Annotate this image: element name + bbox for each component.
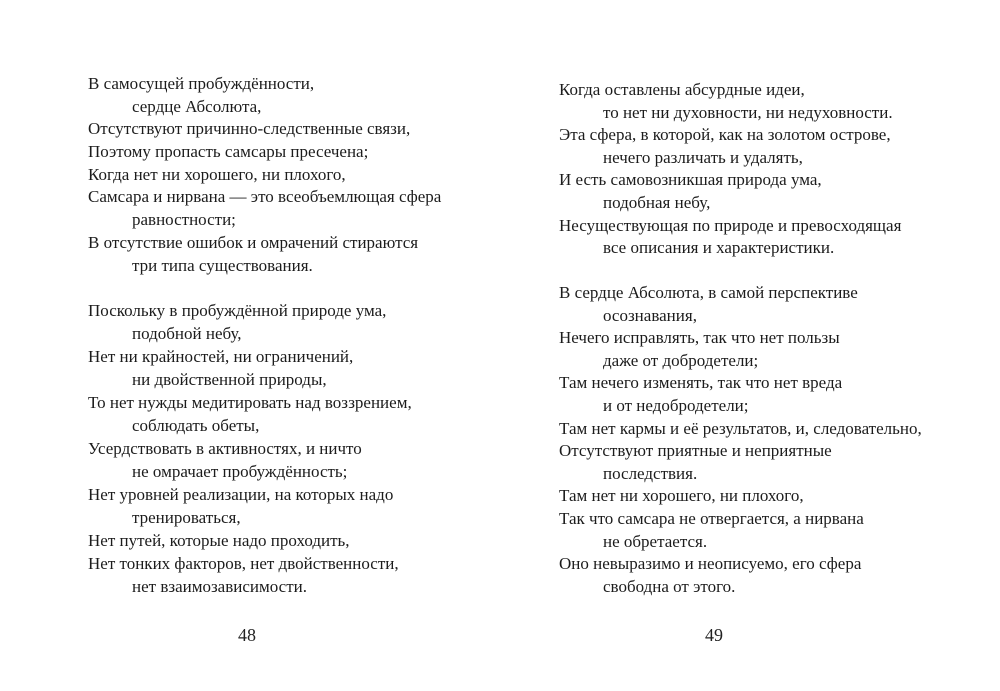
verse-line: Несуществующая по природе и превосходящая xyxy=(559,215,902,235)
stanza xyxy=(88,73,441,277)
verse-line: В самосущей пробуждённости, xyxy=(88,74,315,93)
verse-line: И есть самовозникшая природа ума, xyxy=(559,170,822,190)
verse-line: Когда оставлены абсурдные идеи, xyxy=(559,80,805,99)
verse-line: и от недобродетели; xyxy=(603,395,749,415)
verse-line: Поэтому пропасть самсары пресечена; xyxy=(88,142,369,162)
verse-line: подобная небу, xyxy=(603,192,711,212)
stanza xyxy=(88,299,412,598)
verse-line: нет взаимозависимости. xyxy=(132,577,307,596)
verse-line: последствия. xyxy=(603,463,698,483)
verse-line: свободна от этого. xyxy=(603,576,736,596)
verse-line: то нет ни духовности, ни недуховности. xyxy=(603,102,893,122)
verse-line: Нет путей, которые надо проходить, xyxy=(88,531,350,550)
verse-line: Нет тонких факторов, нет двойственности, xyxy=(88,554,399,573)
page-number: 48 xyxy=(238,625,256,645)
stanza xyxy=(559,79,901,260)
verse-line: Нет ни крайностей, ни ограничений, xyxy=(88,347,354,366)
verse-line: Нет уровней реализации, на которых надо xyxy=(88,485,394,504)
verse-line: не обретается. xyxy=(603,531,708,551)
verse-line: даже от добродетели; xyxy=(603,350,759,370)
verse-line: тренироваться, xyxy=(132,508,241,527)
verse-line: сердце Абсолюта, xyxy=(132,96,262,116)
verse-line: В сердце Абсолюта, в самой перспективе xyxy=(559,283,858,302)
verse-line: Отсутствуют причинно-следственные связи, xyxy=(88,119,411,139)
verse-line: Когда нет ни хорошего, ни плохого, xyxy=(88,164,346,184)
verse-line: Там нечего изменять, так что нет вреда xyxy=(559,373,843,393)
verse-line: То нет нужды медитировать над воззрением, xyxy=(88,393,412,412)
verse-line: Так что самсара не отвергается, а нирвана xyxy=(559,508,864,528)
verse-line: Усердствовать в активностях, и ничто xyxy=(88,439,362,458)
verse-line: Нечего исправлять, так что нет пользы xyxy=(559,328,840,348)
verse-line: Там нет ни хорошего, ни плохого, xyxy=(559,486,804,506)
verse-line: Там нет кармы и её результатов, и, следовательно, xyxy=(559,418,922,438)
verse-line: В отсутствие ошибок и омрачений стираются xyxy=(88,232,419,252)
stanza xyxy=(559,282,922,598)
verse-line: Эта сфера, в которой, как на золотом острове, xyxy=(559,125,891,145)
right-page xyxy=(500,0,1000,691)
verse-line: нечего различать и удалять, xyxy=(603,147,803,167)
verse-line: Самсара и нирвана — это всеобъемлющая сфера xyxy=(88,187,442,207)
verse-line: Поскольку в пробуждённой природе ума, xyxy=(88,301,387,320)
verse-line: Отсутствуют приятные и неприятные xyxy=(559,441,832,461)
verse-line: подобной небу, xyxy=(132,324,242,343)
verse-line: все описания и характеристики. xyxy=(603,238,835,258)
verse-line: три типа существования. xyxy=(132,255,313,275)
verse-line: соблюдать обеты, xyxy=(132,416,260,435)
verse-line: не омрачает пробуждённость; xyxy=(132,462,348,481)
page-number: 49 xyxy=(705,625,723,645)
verse-line: ни двойственной природы, xyxy=(132,370,327,389)
verse-line: осознавания, xyxy=(603,305,697,325)
verse-line: равностности; xyxy=(132,210,236,230)
verse-line: Оно невыразимо и неописуемо, его сфера xyxy=(559,554,862,574)
